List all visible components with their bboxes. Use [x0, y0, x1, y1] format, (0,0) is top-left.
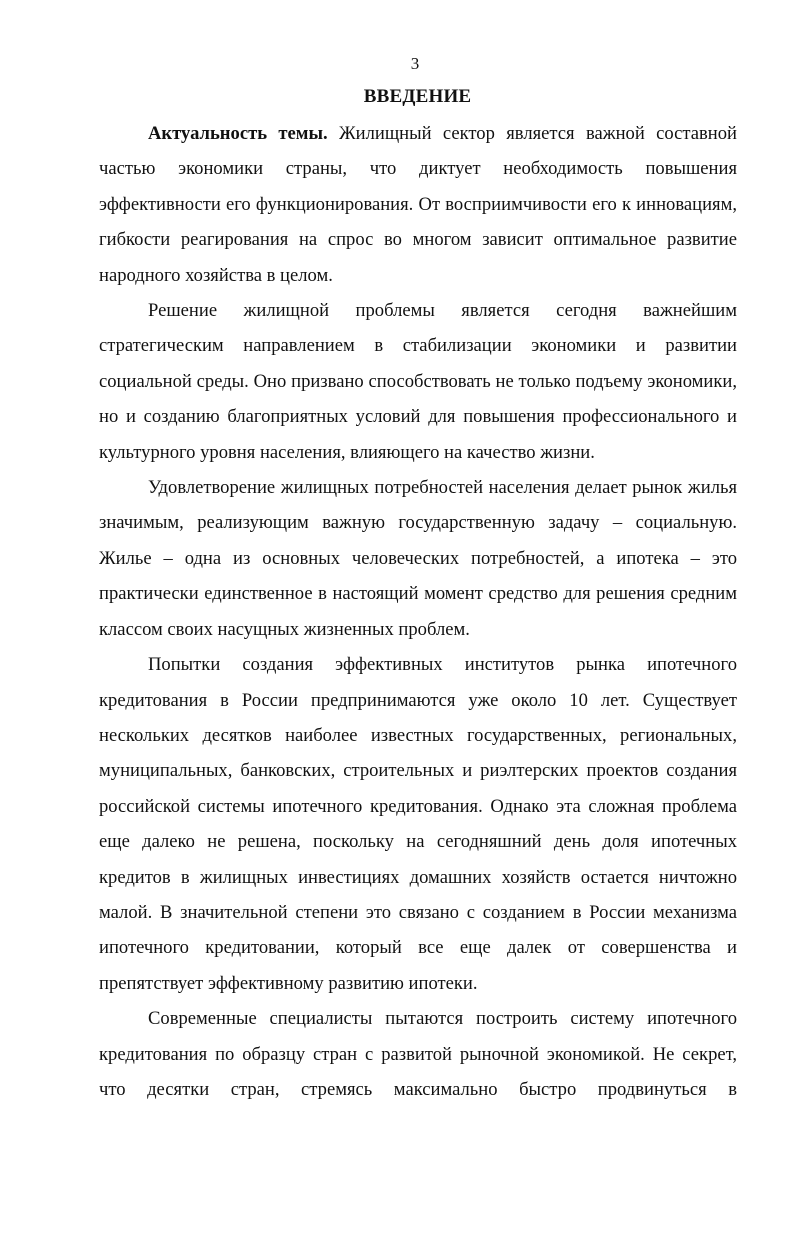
paragraph-text: Жилищный сектор является важной составной частью экономики страны, что диктует необходимость повышения эффективности его функционирования. От восприимчивости его к инновациям, гибкости реагирования на спрос во многом зависит оптимальное развитие народного хозяйства в целом. [99, 123, 737, 286]
paragraph-relevance [99, 116, 737, 293]
paragraph-mortgage-attempts: Попытки создания эффективных институтов рынка ипотечного кредитования в России предпринимаются уже около 10 лет. Существует нескольких десятков наиболее известных государственных, региональных, муниципальных, банковских, строительных и риэлтерских проектов создания российской системы ипотечного кредитования. Однако эта сложная проблема еще далеко не решена, поскольку на сегодняшний день доля ипотечных кредитов в жилищных инвестициях домашних хозяйств остается ничтожно малой. В значительной степени это связано с созданием в России механизма ипотечного кредитовании, который все еще далек от совершенства и препятствует эффективному развитию ипотеки. [99, 654, 737, 994]
paragraph-housing-problem: Решение жилищной проблемы является сегодня важнейшим стратегическим направлением в стабилизации экономики и развитии социальной среды. Оно призвано способствовать не только подъему экономики, но и созданию благоприятных условий для повышения профессионального и культурного уровня населения, влияющего на качество жизни. [99, 300, 737, 463]
paragraph-lead: Актуальность темы. [148, 123, 328, 144]
paragraph-housing-needs: Удовлетворение жилищных потребностей населения делает рынок жилья значимым, реализующим важную государственную задачу – социальную. Жилье – одна из основных человеческих потребностей, а ипотека – это практически единственное в настоящий момент средство для решения средним классом своих насущных жизненных проблем. [99, 477, 737, 640]
page-title: ВВЕДЕНИЕ [363, 86, 472, 107]
paragraph-modern-specialists: Современные специалисты пытаются построить систему ипотечного кредитования по образцу стран с развитой рыночной экономикой. Не секрет, что десятки стран, стремясь максимально быстро продвинуться в [99, 1008, 737, 1100]
body-text [99, 116, 737, 1107]
page-number: 3 [410, 54, 420, 73]
